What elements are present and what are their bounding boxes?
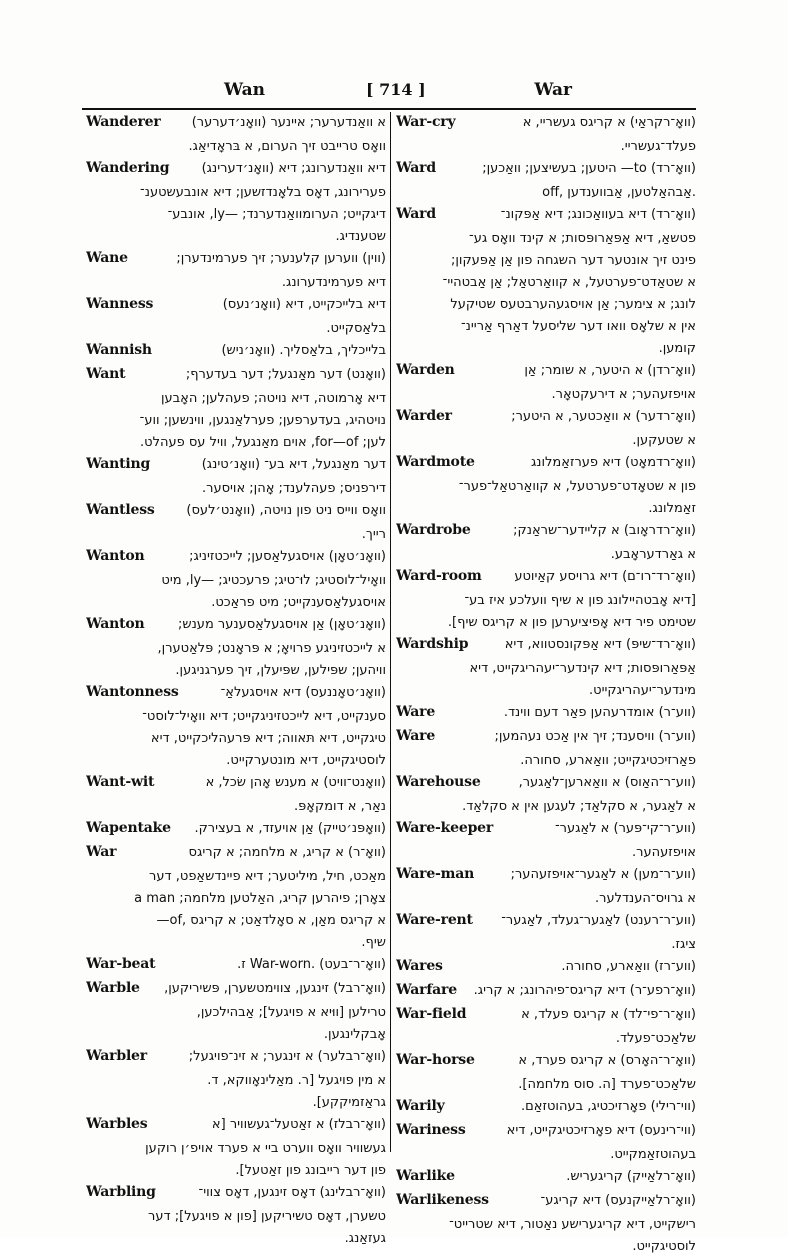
headword: Ward: [396, 160, 436, 176]
definition-text: דיא בלייכקייט, דיא (וואָנ׳נעס): [222, 297, 386, 312]
dictionary-entry: [396, 704, 696, 726]
entry-first-line: [86, 296, 386, 318]
definition-continuation: לען; for—of, אוים מאַנגעל, וויל עס פעהלט.: [140, 435, 386, 450]
headword: Ware: [396, 728, 436, 744]
definition-continuation: סענקייט, דיא לייכטזיניגקייט; דיא וואָיל־לוסט־: [142, 709, 386, 724]
headword: Wapentake: [86, 820, 171, 836]
headword: Warfare: [396, 982, 457, 998]
definition-continuation: פעלד־געשריי.: [620, 139, 696, 154]
definition-text: (וואָ־רד־רו־ם) דיא גרויסע קאַיוטע: [514, 569, 696, 584]
entry-first-line: [396, 1122, 696, 1144]
definition-continuation: נאַר, א דומקאָפּ.: [294, 799, 386, 814]
definition-continuation: נויטהיג, בעדערפען; פערלאַנגען, ווינשען; ווע־: [139, 413, 386, 428]
headword: War-field: [396, 1006, 467, 1022]
entry-first-line: [86, 980, 386, 1002]
headword: Want-wit: [86, 774, 155, 790]
definition-text: (וואָ־רלאַייקנעס) דיא קריגע־: [540, 1193, 696, 1208]
definition-continuation: אַפּאַרופּסות; דיא קינדער־יעהריגקייט, דיא: [469, 661, 696, 676]
definition-continuation: א לייכטזיניגע פרויאָ; א פּראָנט; פּלאַטערן,: [157, 641, 386, 656]
entry-first-line: [86, 366, 386, 388]
definition-continuation: [דיא אָבטהיילונג פון א שיף וועלכע איז בע־: [464, 593, 696, 608]
definition-continuation: ציגז.: [671, 937, 696, 952]
headword: Warlikeness: [396, 1192, 489, 1208]
entry-first-line: [396, 636, 696, 658]
definition-continuation: שלאַכט־פערד [ה. סוס מלחמה].: [518, 1077, 696, 1092]
dictionary-entry: [86, 844, 386, 954]
headword: Ward-room: [396, 568, 482, 584]
headword: War: [86, 844, 117, 860]
definition-continuation: אָבקלינגען.: [323, 1027, 386, 1042]
definition-continuation: לונג; א צימער; אַן אויסגעהערבטעס שטיקעל: [450, 297, 696, 312]
dictionary-entry: [86, 684, 386, 772]
definition-text: (ווע־ר־האַוס) א וואַארען־לאַגער,: [518, 775, 696, 790]
definition-text: (ווע־ר־רענט) לאַגער־געלד, לאַגער־: [501, 913, 696, 928]
dictionary-entry: [396, 774, 696, 818]
definition-continuation: —of, א קריגס מאַן, א סאָלדאַט; א קריגס: [156, 913, 386, 928]
definition-text: (וואָ־רפע־ר) דיא קריגס־פיהרונג; א קריג.: [473, 983, 696, 998]
headword: Wane: [86, 250, 128, 266]
dictionary-entry: [396, 568, 696, 634]
headword: Wandering: [86, 160, 170, 176]
definition-continuation: טשערן, דאָס טשיריקען [פון א פויגעל]; דער: [148, 1209, 386, 1224]
definition-text: (וואָ־רד) דיא בעוואַכונג; דיא אַפּקונ־: [500, 207, 696, 222]
definition-continuation: טיגקייט, דיא תּאווה; דיא פּרעהליכקייט, דיא: [150, 731, 386, 746]
definition-text: בלייכליך, בלאַסליך. (וואָנ׳ניש): [221, 343, 386, 358]
definition-text: (וואָ־ר־האָרס) א קריגס פערד, א: [518, 1053, 696, 1068]
headword: Wanton: [86, 616, 145, 632]
entry-first-line: [396, 866, 696, 888]
left-column: [86, 114, 386, 1252]
definition-text: (וואָ־ר) א קריג, א מלחמה; א קריגס: [188, 845, 386, 860]
entry-first-line: [86, 1116, 386, 1138]
dictionary-entry: [86, 956, 386, 978]
definition-text: (וואָנ׳טאָן) אַן אויסגעלאַסענער מענש;: [178, 617, 386, 632]
definition-continuation: אין א שלאָס וואו דער שליסעל דאַרף אַריינ־: [460, 319, 696, 334]
entry-first-line: [396, 982, 696, 1004]
definition-continuation: בלאַסקייט.: [326, 321, 386, 336]
header-right-guide-word: War: [534, 80, 572, 100]
entry-first-line: [396, 704, 696, 726]
headword: War-beat: [86, 956, 156, 972]
dictionary-entry: [86, 250, 386, 294]
definition-text: (וואָ־רד) to— היטען; בעשיצען; וואַכען;: [482, 161, 696, 176]
definition-continuation: א לאַגער, א סקלאַד; לעגען אין א סקלאַד.: [462, 799, 696, 814]
definition-text: (ווע־ר־קי־פּער) א לאַגער־: [554, 821, 696, 836]
definition-continuation: א גאַרדעראָבע.: [610, 547, 696, 562]
headword: Warily: [396, 1098, 445, 1114]
headword: Wanness: [86, 296, 154, 312]
definition-text: (ווע־ר) אומדרעהען פאַר דעם ווינד.: [503, 705, 696, 720]
definition-continuation: רייך.: [361, 527, 386, 542]
definition-continuation: א גרויס־הענדלער.: [594, 891, 696, 906]
definition-continuation: שלאַכט־פעלד.: [615, 1031, 696, 1046]
definition-text: (וואָ־ר־בעט) .War-worn ז.: [237, 957, 386, 972]
entry-first-line: [86, 1048, 386, 1070]
dictionary-entry: [396, 114, 696, 158]
definition-text: (וואָנ׳טאָננעס) דיא אויסגעלאַ־: [220, 685, 386, 700]
entry-first-line: [396, 160, 696, 182]
definition-text: (ווין) ווערען קלענער; זיך פערמינדערן;: [176, 251, 386, 266]
definition-text: דיא וואַנדערונג; דיא (וואָנ׳דערינג): [201, 161, 386, 176]
headword: Wanton: [86, 548, 145, 564]
entry-first-line: [396, 568, 696, 590]
headword: Warbles: [86, 1116, 148, 1132]
dictionary-entry: [396, 1168, 696, 1190]
dictionary-entry: [396, 1052, 696, 1096]
dictionary-entry: [86, 456, 386, 500]
dictionary-entry: [396, 1192, 696, 1258]
headword: Wanting: [86, 456, 151, 472]
definition-continuation: געזאַנג.: [344, 1231, 386, 1246]
dictionary-entry: [396, 820, 696, 864]
definition-continuation: דירפניס; פעהלענד; אָהן; אויסער.: [201, 481, 386, 496]
headword: Warbling: [86, 1184, 156, 1200]
entry-first-line: [396, 1192, 696, 1214]
definition-text: (וואָ־רבלער) א זינגער; א זינ־פויגעל;: [188, 1049, 386, 1064]
dictionary-entry: [396, 522, 696, 566]
definition-continuation: אויפזעהער.: [632, 845, 696, 860]
definition-text: (וואָ־ר־פי־לד) א קריגס פעלד, א: [521, 1007, 696, 1022]
entry-first-line: [396, 114, 696, 136]
dictionary-entry: [396, 454, 696, 520]
definition-continuation: שיף.: [361, 935, 386, 950]
headword: Ward: [396, 206, 436, 222]
column-divider: [390, 112, 391, 1152]
dictionary-entry: [86, 114, 386, 158]
dictionary-entry: [86, 980, 386, 1046]
dictionary-entry: [86, 502, 386, 546]
entry-first-line: [396, 454, 696, 476]
entry-first-line: [396, 408, 696, 430]
dictionary-entry: [396, 728, 696, 772]
definition-continuation: גראַזמיקקע].: [312, 1095, 386, 1110]
definition-continuation: דיא אָרמוטה, דיא נויטה; פעהלען; האָבען: [160, 391, 386, 406]
definition-text: (וואָ־רדן) א היטער, א שומר; אַן: [524, 363, 696, 378]
definition-continuation: רישקייט, דיא קריגערישע נאַטור, דיא שטרייט־: [449, 1217, 696, 1232]
entry-first-line: [86, 616, 386, 638]
headword: Wardship: [396, 636, 469, 652]
header-left-guide-word: Wan: [224, 80, 265, 100]
definition-text: (וואָ־רדער) א וואַכטער, א היטער;: [511, 409, 696, 424]
definition-continuation: בעהוטזאַמקייט.: [610, 1147, 696, 1162]
definition-continuation: קומען.: [658, 341, 696, 356]
entry-first-line: [396, 1006, 696, 1028]
definition-continuation: געשוויר וואָס ווערט ביי א פערד אויפ׳ן רוקען: [145, 1141, 386, 1156]
dictionary-entry: [396, 408, 696, 452]
headword: Wantless: [86, 502, 155, 518]
dictionary-entry: [86, 774, 386, 818]
definition-text: (וואָנט־וויט) א מענש אָהן שׂכל, א: [205, 775, 386, 790]
entry-first-line: [396, 362, 696, 384]
page-number: [ 714 ]: [366, 80, 426, 99]
headword: Wares: [396, 958, 443, 974]
entry-first-line: [86, 250, 386, 272]
definition-text: (וואָנט) דער מאַנגעל; דער בעדערף;: [185, 367, 386, 382]
dictionary-entry: [86, 820, 386, 842]
entry-first-line: [86, 114, 386, 136]
definition-continuation: דיגקייט; הערומוואַנדערנד; —ly, אונבע־: [167, 207, 386, 222]
entry-first-line: [396, 522, 696, 544]
entry-first-line: [86, 844, 386, 866]
entry-first-line: [86, 160, 386, 182]
headword: Warehouse: [396, 774, 481, 790]
dictionary-entry: [396, 1122, 696, 1166]
entry-first-line: [86, 456, 386, 478]
definition-continuation: שטענדיג.: [335, 229, 386, 244]
entry-first-line: [396, 1052, 696, 1074]
entry-first-line: [86, 502, 386, 524]
definition-text: (ווע־ר־מען) א לאַגער־אויפזעהער;: [510, 867, 696, 882]
definition-continuation: וויהען; שפּילען, שפּיעלן, זיך פערגניגען.: [175, 663, 386, 678]
definition-text: (וואָ־רבלז) א זאַטעל־געשוויר [א: [211, 1117, 386, 1132]
headword: Ware-keeper: [396, 820, 494, 836]
entry-first-line: [86, 342, 386, 364]
dictionary-entry: [86, 160, 386, 248]
definition-continuation: שטימט פיר דיא אָפיציערען פון א קריגס שיף].: [447, 615, 696, 630]
headword: Warder: [396, 408, 452, 424]
running-header: [84, 80, 694, 104]
headword: Wantonness: [86, 684, 179, 700]
entry-first-line: [86, 956, 386, 978]
entry-first-line: [396, 958, 696, 980]
entry-first-line: [86, 774, 386, 796]
dictionary-entry: [396, 1098, 696, 1120]
definition-continuation: א מין פויגעל [ר. מאַלינאָווקא, ד.: [207, 1073, 386, 1088]
definition-continuation: פאַרזיכטיגקייט; וואַארע, סחורה.: [520, 753, 696, 768]
headword: Wariness: [396, 1122, 466, 1138]
definition-text: (וואָ־רבלינג) דאָס זינגען, דאָס צווי־: [198, 1185, 386, 1200]
dictionary-entry: [396, 636, 696, 702]
dictionary-entry: [86, 548, 386, 614]
headword: War-horse: [396, 1052, 475, 1068]
entry-first-line: [396, 820, 696, 842]
entry-first-line: [86, 548, 386, 570]
headword: Warlike: [396, 1168, 455, 1184]
headword: Ware-man: [396, 866, 475, 882]
definition-continuation: טרילען [ווּיא א פויגעל]; אַבהילכען,: [196, 1005, 386, 1020]
definition-continuation: דיא פערמינדערונג.: [281, 275, 386, 290]
definition-continuation: לוסטיגקייט.: [632, 1239, 696, 1254]
headword: Ware-rent: [396, 912, 473, 928]
dictionary-entry: [396, 1006, 696, 1050]
definition-text: א וואַנדערער; איינער (וואָנ׳דערער): [191, 115, 386, 130]
definition-text: וואָס ווייס ניט פון נויטה, (וואָנט׳לעס): [186, 503, 386, 518]
definition-continuation: לוסטיגקייט, דיא מונטערקייט.: [226, 753, 386, 768]
definition-text: (וואָ־רקראַי) א קריגס געשריי, א: [522, 115, 696, 130]
dictionary-entry: [396, 982, 696, 1004]
definition-continuation: פטשאַ, דיא אַפּאַרופּסות; א קינד וואָס גע־: [469, 231, 696, 246]
definition-continuation: מינדער־יעהריגקייט.: [589, 683, 696, 698]
definition-continuation: א שטאַדט־פערטעל, א קוואַרטאַל; אַן אַבטהיי־: [442, 275, 696, 290]
definition-text: (וואָ־רבל) זינגען, צווימטשערן, פּשיריקען,: [164, 981, 386, 996]
headword: War-cry: [396, 114, 456, 130]
definition-text: (וואָפּנ׳טייק) אַן אויעזד, א בעצירק.: [194, 821, 386, 836]
definition-continuation: פון א שטאָדט־פערטעל, א קוואַרטאַל־פער־: [458, 479, 696, 494]
dictionary-entry: [396, 206, 696, 360]
header-rule: [82, 108, 696, 110]
headword: Warden: [396, 362, 455, 378]
definition-continuation: זאַמלונג.: [648, 501, 696, 516]
entry-first-line: [86, 684, 386, 706]
dictionary-entry: [86, 296, 386, 340]
dictionary-entry: [86, 366, 386, 454]
dictionary-entry: [86, 1116, 386, 1182]
entry-first-line: [396, 912, 696, 934]
headword: Want: [86, 366, 126, 382]
definition-continuation: off, אַבהאַלטען, אַבווענדען.: [542, 185, 696, 200]
entry-first-line: [396, 728, 696, 750]
dictionary-entry: [86, 1048, 386, 1114]
definition-text: דער מאַנגעל, דיא בע־ (וואָנ׳טינג): [201, 457, 386, 472]
dictionary-entry: [86, 342, 386, 364]
dictionary-entry: [396, 958, 696, 980]
right-column: [396, 114, 696, 1260]
dictionary-entry: [86, 1184, 386, 1250]
headword: Warbler: [86, 1048, 147, 1064]
dictionary-entry: [396, 866, 696, 910]
definition-continuation: מאַכט, חיל, מיליטער; דיא פיינדשאַפט, דער: [149, 869, 386, 884]
definition-continuation: וואָס טרייבט זיך הערום, א בּראָדיאַג.: [188, 139, 386, 154]
definition-continuation: פינט זיך אונטער דער השגחה פון אַן אַפּעקון;: [450, 253, 696, 268]
entry-first-line: [396, 1168, 696, 1190]
definition-text: (וואָ־רדמאָט) דיא פערזאַמלונג: [530, 455, 696, 470]
headword: Wardmote: [396, 454, 475, 470]
dictionary-entry: [396, 160, 696, 204]
dictionary-entry: [396, 912, 696, 956]
dictionary-entry: [396, 362, 696, 406]
dictionary-entry: [86, 616, 386, 682]
headword: Wardrobe: [396, 522, 471, 538]
definition-text: (ווי־רינעס) דיא פאָרזיכטיגקייט, דיא: [506, 1123, 696, 1138]
definition-continuation: פון דער רייבונג פון זאַטעל].: [235, 1163, 386, 1178]
definition-text: (וואָנ׳טאָן) אויסגעלאַסען; לייכטזיניג;: [189, 549, 386, 564]
headword: Wannish: [86, 342, 152, 358]
headword: Wanderer: [86, 114, 161, 130]
definition-text: (ווע־רז) וואַארע, סחורה.: [561, 959, 696, 974]
entry-first-line: [86, 820, 386, 842]
entry-first-line: [86, 1184, 386, 1206]
entry-first-line: [396, 206, 696, 228]
definition-continuation: פערירונג, דאָס בלאָנדזשען; דיא אונבעשטענ־: [140, 185, 386, 200]
definition-continuation: אויסגעלאַסענקייט; מיט פראַכט.: [211, 595, 386, 610]
definition-text: (וואָ־רד־שיפּ) דיא אַפּקונסטווא, דיא: [504, 637, 696, 652]
definition-continuation: צאָרן; פיהרען קריג, האַלטען מלחמה; a man: [134, 891, 386, 906]
definition-text: (וואָ־רלאַייק) קריגעריש.: [566, 1169, 696, 1184]
entry-first-line: [396, 1098, 696, 1120]
headword: Warble: [86, 980, 140, 996]
definition-text: (וואָ־רדראָוב) א קליידער־שראַנק;: [513, 523, 696, 538]
definition-text: (ווי־רילי) פאָרזיכטיג, בעהוטזאַם.: [521, 1099, 696, 1114]
entry-first-line: [396, 774, 696, 796]
definition-text: (ווע־ר) וויסענד; זיך אין אַכט נעהמען;: [494, 729, 696, 744]
definition-continuation: וואָיל־לוסטיג; לוּ־טיג; פרעכטיג; —ly, מיט: [161, 573, 386, 588]
headword: Ware: [396, 704, 436, 720]
definition-continuation: א שטעקען.: [632, 433, 696, 448]
definition-continuation: אויפזעהער; א דירעקטאָר.: [551, 387, 696, 402]
